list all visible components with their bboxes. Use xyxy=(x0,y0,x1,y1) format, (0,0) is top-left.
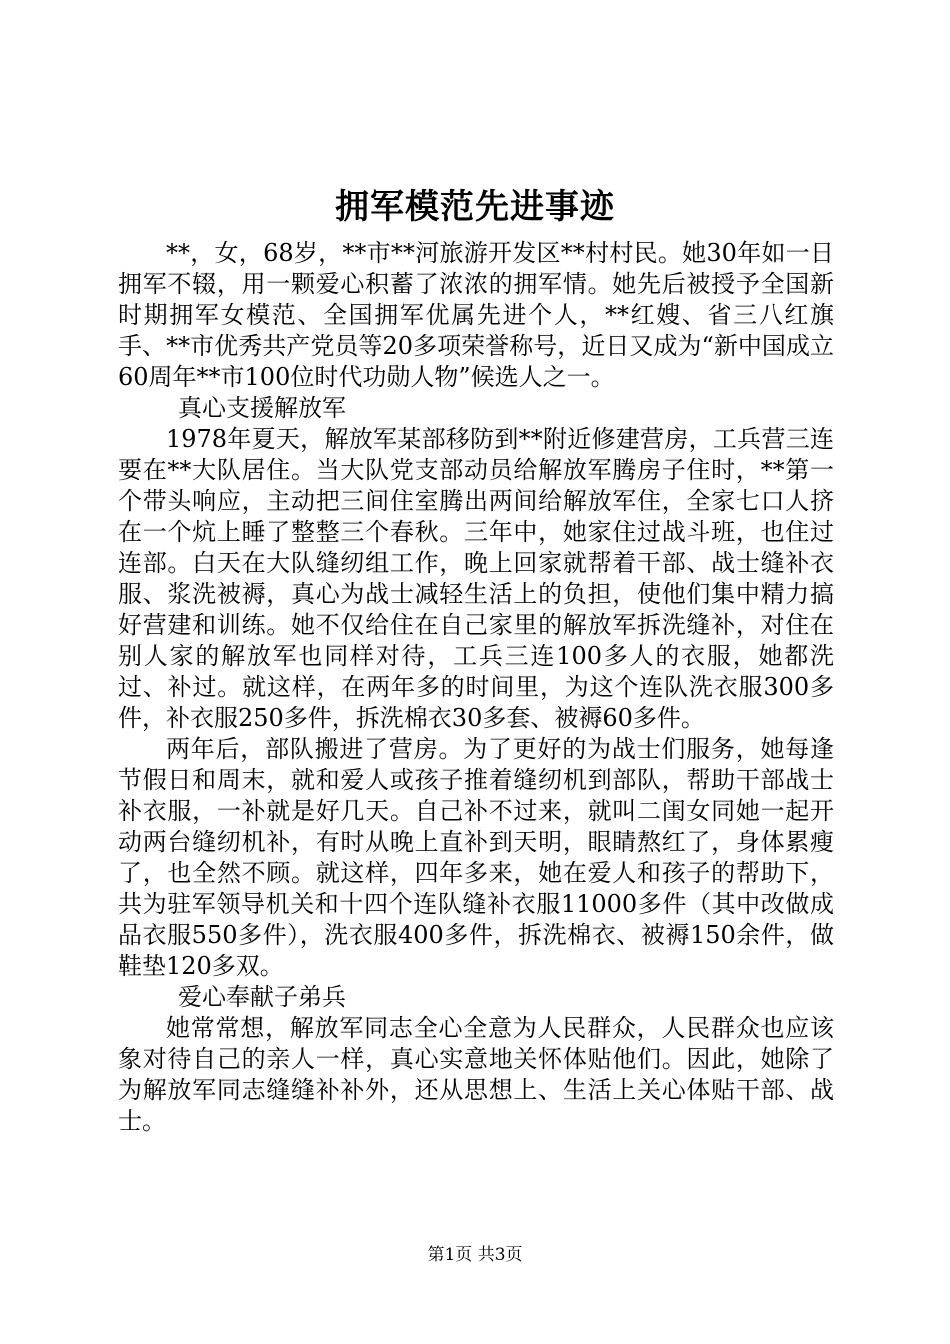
paragraph-two-years-later: 两年后，部队搬进了营房。为了更好的为战士们服务，她每逢节假日和周末，就和爱人或孩子推着缝纫机到部队，帮助干部战士补衣服，一补就是好几天。自己补不过来，就叫二闺女同她一起开动两台缝纫机补，有时从晚上直补到天明，眼睛熬红了，身体累瘦了，也全然不顾。就这样，四年多来，她在爱人和孩子的帮助下，共为驻军领导机关和十四个连队缝补衣服11000多件（其中改做成品衣服550多件），洗衣服400多件，拆洗棉衣、被褥150余件，做鞋垫120多双。 xyxy=(118,735,834,980)
page-footer: 第1页 共3页 xyxy=(427,1245,523,1265)
paragraph-care: 她常常想，解放军同志全心全意为人民群众，人民群众也应该象对待自己的亲人一样，真心实意地关怀体贴他们。因此，她除了为解放军同志缝缝补补外，还从思想上、生活上关心体贴干部、战士。 xyxy=(118,1014,834,1135)
document-title: 拥军模范先进事迹 xyxy=(335,187,615,227)
section-heading-dedication: 爱心奉献子弟兵 xyxy=(178,983,346,1011)
paragraph-intro: **，女，68岁，**市**河旅游开发区**村村民。她30年如一日拥军不辍，用一颗爱心积蓄了浓浓的拥军情。她先后被授予全国新时期拥军女模范、全国拥军优属先进个人，**红嫂、省三八红旗手、**市优秀共产党员等20多项荣誉称号，近日又成为“新中国成立60周年**市100位时代功勋人物”候选人之一。 xyxy=(118,239,834,391)
paragraph-1978: 1978年夏天，解放军某部移防到**附近修建营房，工兵营三连要在**大队居住。当大队党支部动员给解放军腾房子住时，**第一个带头响应，主动把三间住室腾出两间给解放军住，全家七口人挤在一个炕上睡了整整三个春秋。三年中，她家住过战斗班，也住过连部。白天在大队缝纫组工作，晚上回家就帮着干部、战士缝补衣服、浆洗被褥，真心为战士减轻生活上的负担，使他们集中精力搞好营建和训练。她不仅给住在自己家里的解放军拆洗缝补，对住在别人家的解放军也同样对待，工兵三连100多人的衣服，她都洗过、补过。就这样，在两年多的时间里，为这个连队洗衣服300多件，补衣服250多件，拆洗棉衣30多套、被褥60多件。 xyxy=(118,425,834,732)
section-heading-support: 真心支援解放军 xyxy=(178,394,346,422)
document-body xyxy=(118,238,834,1137)
